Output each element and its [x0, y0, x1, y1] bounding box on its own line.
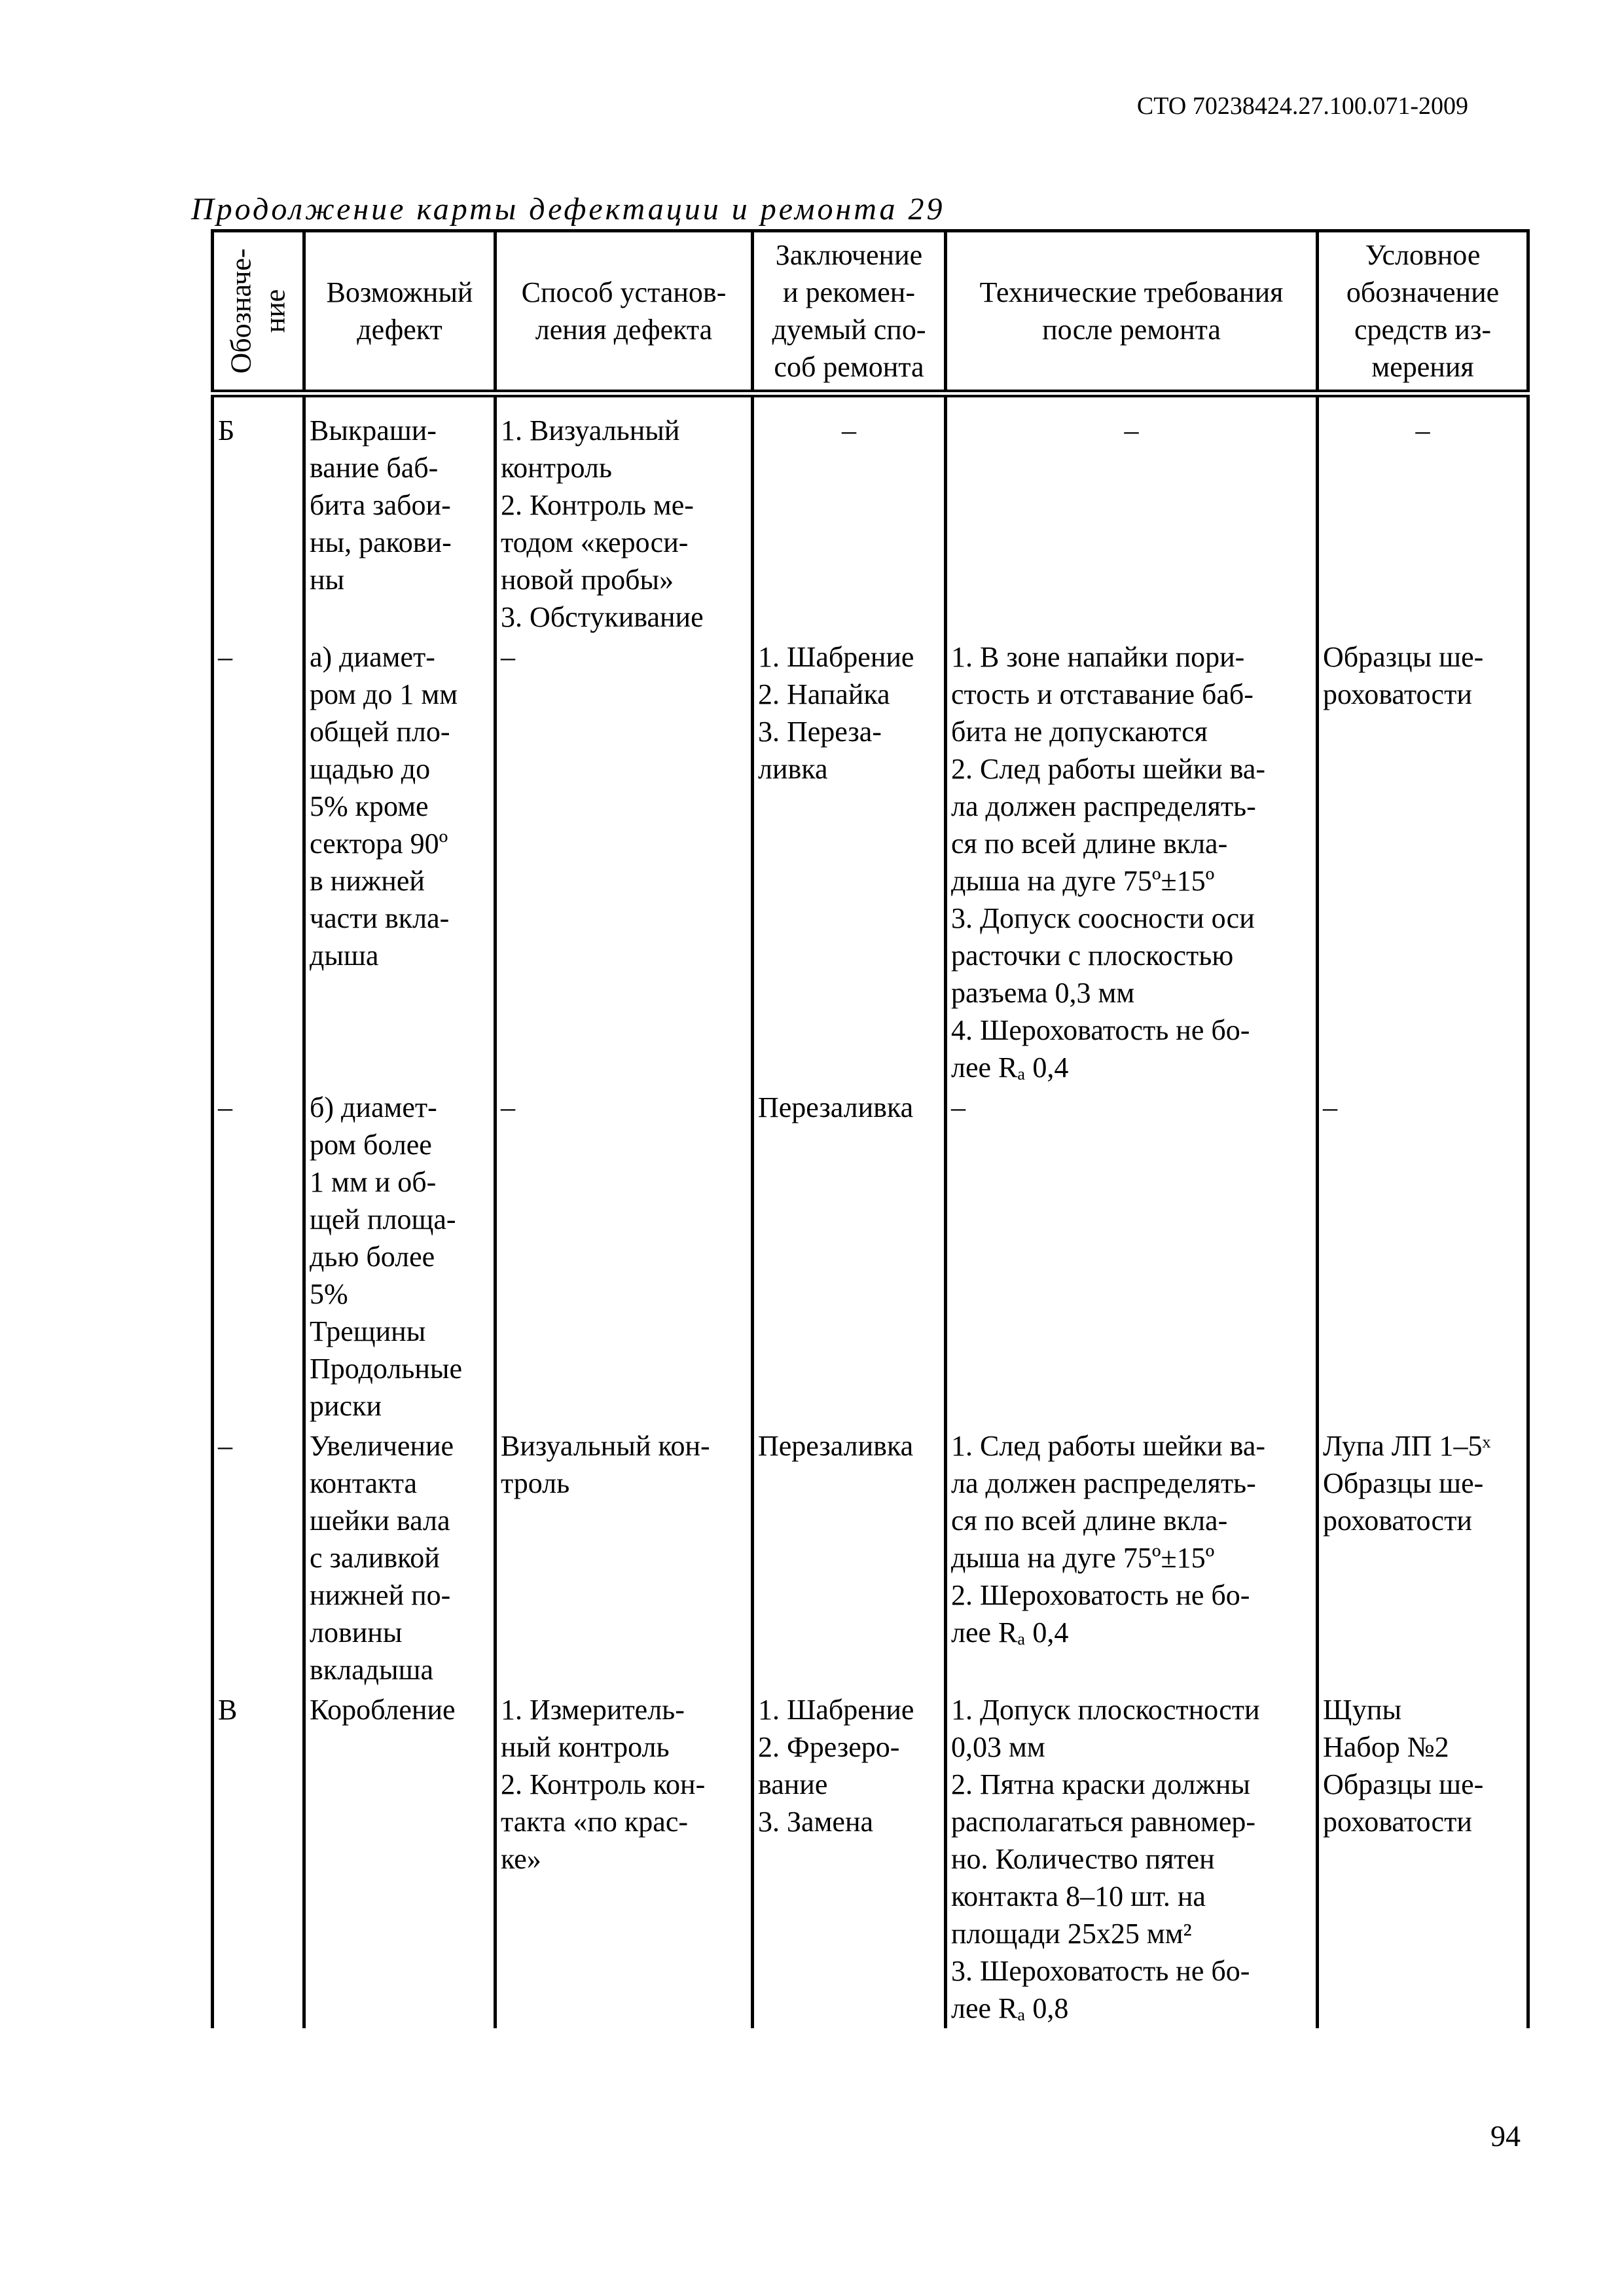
text-line: Коробление: [310, 1694, 456, 1726]
text-line: вание баб-: [310, 452, 439, 484]
cell-instruments: [1318, 1087, 1528, 1426]
text-line: ны: [310, 564, 345, 596]
text-line: ления дефекта: [535, 314, 713, 346]
text-line: шейки вала: [310, 1504, 450, 1537]
document-code: СТО 70238424.27.100.071-2009: [1136, 92, 1468, 120]
text-line: Образцы ше-: [1323, 641, 1484, 673]
text-line: ром более: [310, 1129, 432, 1161]
text-line: –: [951, 1091, 965, 1123]
text-line: 3. Обстукивание: [501, 601, 704, 633]
text-line: 1. В зоне напайки пори-: [951, 641, 1245, 673]
header-method: [496, 231, 753, 394]
cell-method: [496, 1087, 753, 1426]
header-defect: [304, 231, 496, 394]
text-line: –: [501, 1091, 515, 1123]
text-line: 1. Шабрение: [758, 1694, 914, 1726]
text-line: 3. Допуск соосности оси: [951, 902, 1255, 934]
cell-repair: [753, 1690, 946, 2028]
text-line: располагаться равномер-: [951, 1806, 1256, 1838]
text-line: дуемый спо-: [772, 314, 926, 346]
cell-designation: –: [213, 1426, 304, 1690]
header-designation: [213, 231, 304, 394]
text-line: обозначение: [1346, 276, 1500, 308]
page-number: 94: [1490, 2119, 1521, 2153]
text-line: но. Количество пятен: [951, 1843, 1215, 1875]
table-row: [213, 410, 1528, 637]
text-line: 1 мм и об-: [310, 1166, 437, 1198]
table-row: [213, 1690, 1528, 2028]
text-line: новой пробы»: [501, 564, 674, 596]
text-line: контроль: [501, 452, 612, 484]
text-line: сектора 90º: [310, 828, 448, 860]
text-line: троль: [501, 1467, 570, 1499]
text-line: вкладыша: [310, 1654, 433, 1686]
cell-repair: [753, 1426, 946, 1690]
text-line: Условное: [1365, 239, 1481, 271]
text-line: роховатости: [1323, 678, 1472, 710]
text-line: а) диамет-: [310, 641, 435, 673]
cell-designation: –: [213, 637, 304, 1087]
text-line: Увеличение: [310, 1430, 454, 1462]
text-line: мерения: [1371, 351, 1474, 383]
text-line: 1. Допуск плоскостности: [951, 1694, 1260, 1726]
text-line: Заключение: [775, 239, 923, 271]
text-line: 2. Пятна краски должны: [951, 1768, 1250, 1800]
text-line: бита забои-: [310, 489, 451, 521]
text-line: б) диамет-: [310, 1091, 437, 1123]
text-line: ся по всей длине вкла-: [951, 828, 1228, 860]
header-instruments: [1318, 231, 1528, 394]
text-line: ловины: [310, 1616, 403, 1649]
cell-repair: [753, 410, 946, 637]
text-line: Продольные: [310, 1353, 462, 1385]
text-line: такта «по крас-: [501, 1806, 689, 1838]
table-row: [213, 1087, 1528, 1426]
text-line: площади 25х25 мм²: [951, 1918, 1192, 1950]
text-line: и рекомен-: [783, 276, 915, 308]
cell-requirements: [946, 1426, 1318, 1690]
table-caption: Продолжение карты дефектации и ремонта 29: [191, 192, 945, 227]
text-line: Трещины: [310, 1315, 426, 1347]
cell-defect: [304, 1690, 496, 2028]
cell-repair: [753, 1087, 946, 1426]
text-line: 5%: [310, 1278, 348, 1310]
text-line: 5% кроме: [310, 790, 429, 822]
text-line: Технические требования: [979, 276, 1284, 308]
text-line: дью более: [310, 1241, 435, 1273]
text-line: 0,03 мм: [951, 1731, 1045, 1763]
cell-defect: [304, 1426, 496, 1690]
text-line: –: [842, 414, 856, 446]
text-line: Образцы ше-: [1323, 1768, 1484, 1800]
text-line: Выкраши-: [310, 414, 437, 446]
header-requirements: [946, 231, 1318, 394]
text-line: щадью до: [310, 753, 431, 785]
text-line: Лупа ЛП 1–5ˣ: [1323, 1430, 1491, 1462]
text-line: дефект: [357, 314, 442, 346]
text-line: Перезаливка: [758, 1430, 914, 1462]
table-row: [213, 637, 1528, 1087]
cell-repair: [753, 637, 946, 1087]
cell-instruments: [1318, 637, 1528, 1087]
cell-method: [496, 637, 753, 1087]
text-line: разъема 0,3 мм: [951, 977, 1135, 1009]
text-line: роховатости: [1323, 1504, 1472, 1537]
text-line: соб ремонта: [774, 351, 924, 383]
text-line: нижней по-: [310, 1579, 451, 1611]
text-line: 1. Визуальный: [501, 414, 680, 446]
text-line: тодом «кероси-: [501, 526, 689, 558]
text-line: стость и отставание баб-: [951, 678, 1254, 710]
text-line: лее Rₐ 0,4: [951, 1616, 1069, 1649]
text-line: контакта 8–10 шт. на: [951, 1880, 1206, 1912]
text-line: риски: [310, 1390, 382, 1422]
text-line: –: [1323, 1091, 1337, 1123]
text-line: 2. Фрезеро-: [758, 1731, 900, 1763]
text-line: в нижней: [310, 865, 425, 897]
table-spacer-row: [213, 393, 1528, 410]
text-line: 1. Измеритель-: [501, 1694, 685, 1726]
cell-requirements: [946, 1690, 1318, 2028]
cell-defect: [304, 410, 496, 637]
text-line: 2. След работы шейки ва-: [951, 753, 1266, 785]
header-designation-text: Обозначе- ние: [225, 248, 291, 374]
text-line: щей площа-: [310, 1203, 456, 1235]
text-line: –: [501, 641, 515, 673]
cell-instruments: [1318, 410, 1528, 637]
text-line: 2. Контроль ме-: [501, 489, 694, 521]
text-line: 1. След работы шейки ва-: [951, 1430, 1266, 1462]
text-line: –: [1124, 414, 1139, 446]
text-line: Перезаливка: [758, 1091, 914, 1123]
cell-requirements: [946, 1087, 1318, 1426]
text-line: лее Rₐ 0,4: [951, 1051, 1069, 1084]
cell-instruments: [1318, 1690, 1528, 2028]
cell-method: [496, 1690, 753, 2028]
text-line: дыша на дуге 75º±15º: [951, 1542, 1215, 1574]
text-line: Набор №2: [1323, 1731, 1449, 1763]
text-line: ны, ракови-: [310, 526, 452, 558]
text-line: 3. Шероховатость не бо-: [951, 1955, 1250, 1987]
text-line: дыша: [310, 939, 379, 972]
text-line: ла должен распределять-: [951, 1467, 1256, 1499]
text-line: 4. Шероховатость не бо-: [951, 1014, 1250, 1046]
table-row: [213, 1426, 1528, 1690]
text-line: ла должен распределять-: [951, 790, 1256, 822]
text-line: расточки с плоскостью: [951, 939, 1234, 972]
text-line: 2. Шероховатость не бо-: [951, 1579, 1250, 1611]
text-line: ром до 1 мм: [310, 678, 458, 710]
text-line: части вкла-: [310, 902, 450, 934]
cell-defect: [304, 637, 496, 1087]
text-line: лее Rₐ 0,8: [951, 1992, 1069, 2024]
text-line: Возможный: [326, 276, 473, 308]
text-line: Образцы ше-: [1323, 1467, 1484, 1499]
cell-designation: В: [213, 1690, 304, 2028]
text-line: 1. Шабрение: [758, 641, 914, 673]
text-line: средств из-: [1354, 314, 1491, 346]
text-line: Способ установ-: [521, 276, 727, 308]
header-repair: [753, 231, 946, 394]
text-line: 2. Напайка: [758, 678, 890, 710]
text-line: ся по всей длине вкла-: [951, 1504, 1228, 1537]
text-line: после ремонта: [1042, 314, 1221, 346]
text-line: 3. Переза-: [758, 716, 882, 748]
cell-requirements: [946, 410, 1318, 637]
text-line: 3. Замена: [758, 1806, 874, 1838]
text-line: ливка: [758, 753, 828, 785]
text-line: ный контроль: [501, 1731, 670, 1763]
cell-defect: [304, 1087, 496, 1426]
text-line: 2. Контроль кон-: [501, 1768, 706, 1800]
table-header: [213, 231, 1528, 394]
text-line: дыша на дуге 75º±15º: [951, 865, 1215, 897]
cell-designation: –: [213, 1087, 304, 1426]
text-line: роховатости: [1323, 1806, 1472, 1838]
text-line: ке»: [501, 1843, 541, 1875]
text-line: Щупы: [1323, 1694, 1402, 1726]
table-body: [213, 393, 1528, 2028]
cell-designation: Б: [213, 410, 304, 637]
text-line: с заливкой: [310, 1542, 440, 1574]
cell-requirements: [946, 637, 1318, 1087]
text-line: бита не допускаются: [951, 716, 1208, 748]
text-line: вание: [758, 1768, 828, 1800]
cell-method: [496, 410, 753, 637]
text-line: контакта: [310, 1467, 418, 1499]
text-line: –: [1415, 414, 1430, 446]
cell-instruments: [1318, 1426, 1528, 1690]
cell-method: [496, 1426, 753, 1690]
defect-repair-table: [211, 229, 1530, 2028]
text-line: Визуальный кон-: [501, 1430, 710, 1462]
text-line: общей пло-: [310, 716, 450, 748]
